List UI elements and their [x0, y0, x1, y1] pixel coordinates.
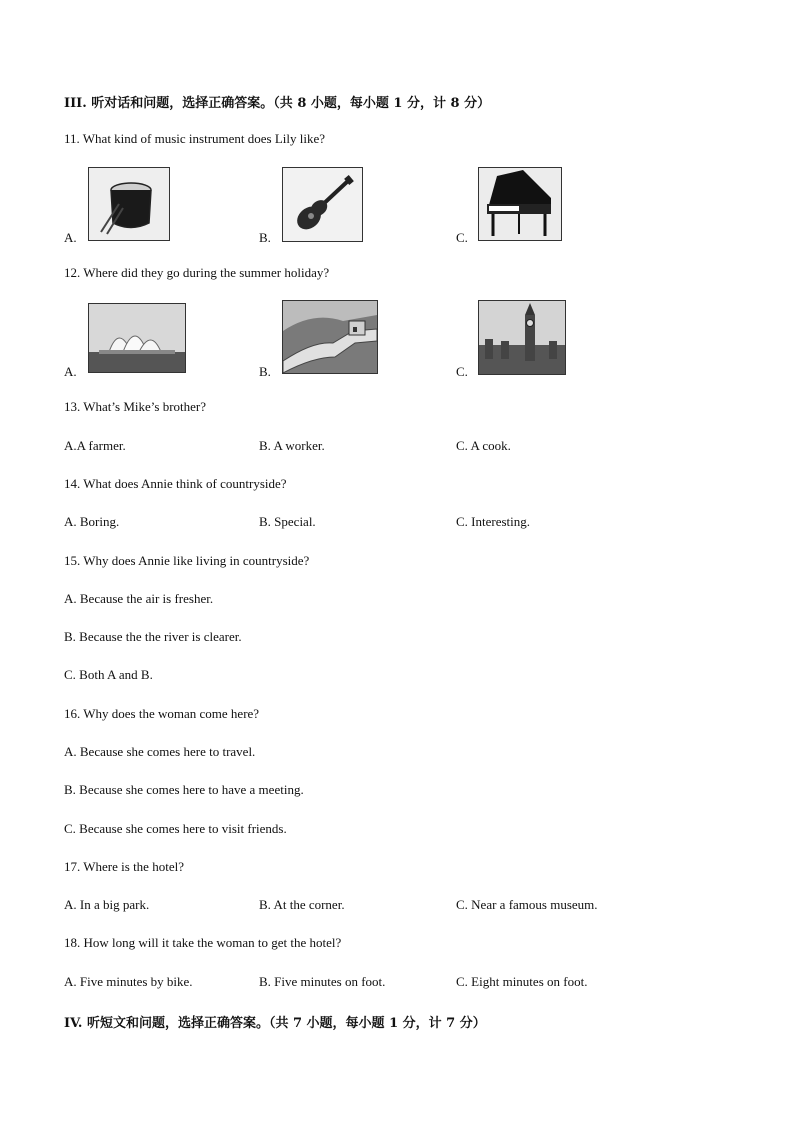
big-ben-icon: [478, 300, 566, 375]
question-12: 12. Where did they go during the summer holiday?: [64, 265, 330, 280]
q11-option-a-label[interactable]: A.: [64, 230, 77, 245]
q15-option-c[interactable]: C. Both A and B.: [64, 667, 153, 682]
question-17: 17. Where is the hotel?: [64, 859, 184, 874]
q17-option-a[interactable]: A. In a big park.: [64, 897, 150, 912]
q12-option-c-label[interactable]: C.: [456, 364, 468, 379]
great-wall-icon: [282, 300, 378, 374]
q15-option-b[interactable]: B. Because the the river is clearer.: [64, 629, 242, 644]
q16-option-c[interactable]: C. Because she comes here to visit friends.: [64, 821, 287, 836]
q13-option-a[interactable]: A.A farmer.: [64, 438, 126, 453]
section-4-title: IV. 听短文和问题，选择正确答案。（共 7 小题，每小题 1 分，计 7 分）: [64, 1016, 486, 1031]
question-15: 15. Why does Annie like living in countryside?: [64, 553, 310, 568]
drum-icon: [88, 167, 170, 241]
q13-option-b[interactable]: B. A worker.: [259, 438, 325, 453]
q14-option-c[interactable]: C. Interesting.: [456, 514, 531, 529]
q18-option-c[interactable]: C. Eight minutes on foot.: [456, 974, 588, 989]
q17-option-b[interactable]: B. At the corner.: [259, 897, 345, 912]
section-3-title: III. 听对话和问题，选择正确答案。（共 8 小题，每小题 1 分，计 8 分）: [64, 96, 491, 111]
question-14: 14. What does Annie think of countryside?: [64, 476, 287, 491]
q11-option-c-label[interactable]: C.: [456, 230, 468, 245]
q16-option-b[interactable]: B. Because she comes here to have a meeting.: [64, 782, 304, 797]
q14-option-b[interactable]: B. Special.: [259, 514, 316, 529]
q14-option-a[interactable]: A. Boring.: [64, 514, 120, 529]
guitar-icon: [282, 167, 363, 242]
question-18: 18. How long will it take the woman to get the hotel?: [64, 935, 342, 950]
question-16: 16. Why does the woman come here?: [64, 706, 260, 721]
question-13: 13. What’s Mike’s brother?: [64, 399, 207, 414]
q18-option-a[interactable]: A. Five minutes by bike.: [64, 974, 193, 989]
q11-option-b-label[interactable]: B.: [259, 230, 271, 245]
question-11: 11. What kind of music instrument does Lily like?: [64, 131, 326, 146]
q16-option-a[interactable]: A. Because she comes here to travel.: [64, 744, 256, 759]
q17-option-c[interactable]: C. Near a famous museum.: [456, 897, 598, 912]
sydney-opera-house-icon: [88, 303, 186, 373]
q18-option-b[interactable]: B. Five minutes on foot.: [259, 974, 386, 989]
q15-option-a[interactable]: A. Because the air is fresher.: [64, 591, 214, 606]
q13-option-c[interactable]: C. A cook.: [456, 438, 511, 453]
q12-option-b-label[interactable]: B.: [259, 364, 271, 379]
q12-option-a-label[interactable]: A.: [64, 364, 77, 379]
piano-icon: [478, 167, 562, 241]
